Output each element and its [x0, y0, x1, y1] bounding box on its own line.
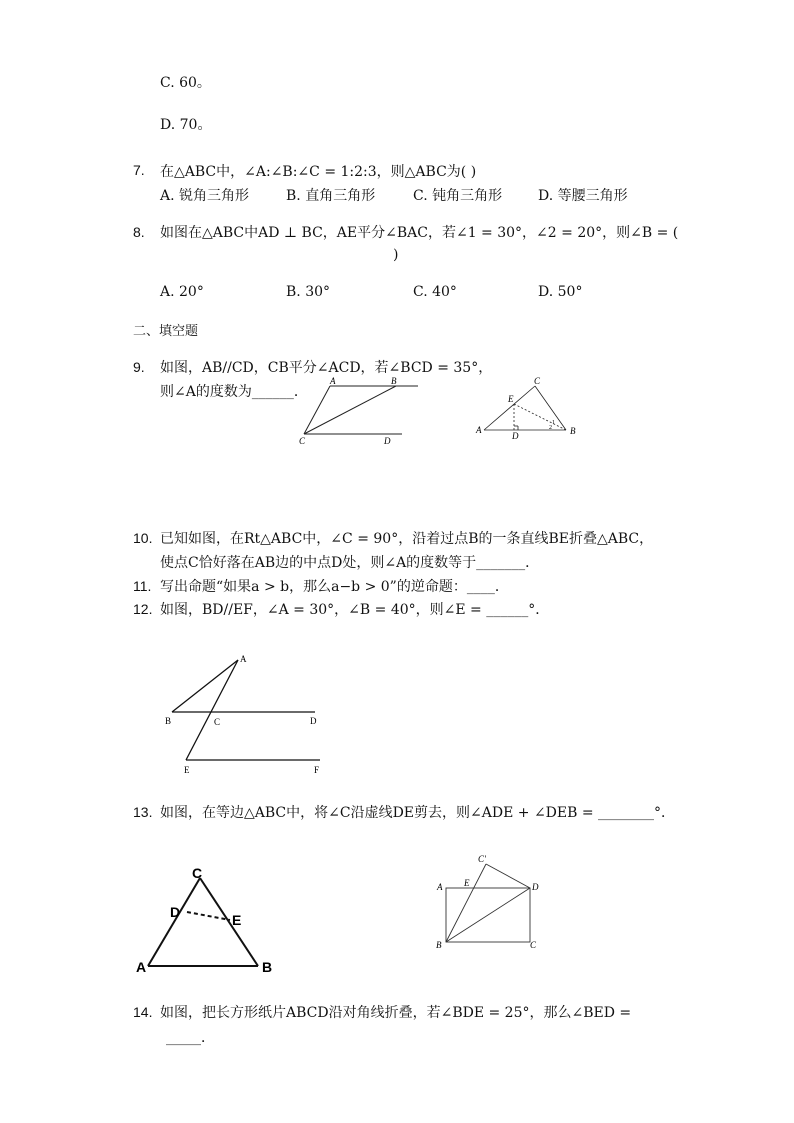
q8-number: 8. [133, 224, 145, 240]
q8-fig-label-a: A [476, 425, 482, 435]
q6-option-d: D. 70。 [160, 117, 212, 133]
q14-number: 14. [133, 1004, 153, 1020]
q8-option-a: A. 20° [160, 284, 204, 300]
q8-fig-label-d: D [512, 431, 519, 441]
q13-label-a: A [136, 959, 147, 975]
q10-line1: 已知如图，在Rt△ABC中，∠C = 90°，沿着过点B的一条直线BE折叠△ABC， [160, 531, 654, 547]
q7-option-d: D. 等腰三角形 [538, 188, 628, 204]
q8-option-d: D. 50° [538, 284, 583, 300]
q11-line1: 写出命题“如果a > b，那么a−b > 0”的逆命题：____． [160, 579, 509, 595]
q9-line2: 则∠A的度数为______． [160, 384, 308, 400]
q6-option-c: C. 60。 [160, 75, 211, 91]
q7-option-b: B. 直角三角形 [286, 188, 376, 204]
q14-line1: 如图，把长方形纸片ABCD沿对角线折叠，若∠BDE = 25°，那么∠BED = [160, 1005, 632, 1021]
q14-line2: _____． [166, 1030, 215, 1046]
q9-label-a: A [330, 376, 336, 386]
q12-label-d: D [310, 716, 317, 726]
q9-figure [290, 372, 420, 447]
q14-label-b: B [436, 940, 442, 950]
q7-option-a: A. 锐角三角形 [160, 188, 250, 204]
q11-number: 11. [133, 578, 152, 594]
q8-figure [470, 374, 585, 442]
q13-label-e: E [232, 912, 242, 928]
q7-option-c: C. 钝角三角形 [413, 188, 503, 204]
q14-label-cprime: C' [478, 854, 486, 864]
q8-fig-label-e: E [508, 394, 514, 404]
q8-option-b: B. 30° [286, 284, 331, 300]
q10-number: 10. [133, 530, 153, 546]
q12-label-f: F [314, 765, 320, 775]
q8-stem-close: ) [393, 247, 399, 263]
q9-label-b: B [391, 376, 397, 386]
q12-label-e: E [184, 765, 190, 775]
q9-number: 9. [133, 359, 145, 375]
q13-line1: 如图，在等边△ABC中，将∠C沿虚线DE剪去，则∠ADE + ∠DEB = ________°． [160, 805, 676, 821]
q14-label-d: D [532, 882, 539, 892]
q7-stem: 在△ABC中，∠A:∠B:∠C = 1:2:3，则△ABC为( ) [160, 164, 477, 180]
q12-line1: 如图，BD//EF，∠A = 30°，∠B = 40°，则∠E = ______°． [160, 602, 550, 618]
q13-label-c: C [192, 865, 203, 881]
q12-label-c: C [214, 717, 221, 727]
q8-stem: 如图在△ABC中AD ⊥ BC，AE平分∠BAC，若∠1 = 30°，∠2 = 20°，则∠B = ( [160, 225, 679, 241]
q8-fig-label-2: 2 [549, 425, 552, 431]
q14-label-e: E [464, 878, 470, 888]
section-title: 二、填空题 [133, 324, 199, 339]
q8-fig-label-c: C [534, 376, 541, 386]
q13-label-b: B [262, 959, 273, 975]
q14-label-c: C [530, 940, 537, 950]
q13-figure [130, 862, 280, 978]
q12-number: 12. [133, 601, 153, 617]
q9-label-c: C [299, 436, 306, 446]
q12-label-b: B [165, 716, 172, 726]
q7-number: 7. [133, 162, 145, 178]
q12-label-a: A [240, 654, 247, 664]
q9-label-d: D [384, 436, 391, 446]
q8-option-c: C. 40° [413, 284, 457, 300]
q8-fig-label-1: 1 [552, 420, 555, 426]
q13-label-d: D [170, 904, 181, 920]
q10-line2: 使点C恰好落在AB边的中点D处，则∠A的度数等于_______． [160, 555, 540, 571]
q14-figure [430, 850, 550, 954]
q9-line1: 如图，AB//CD，CB平分∠ACD，若∠BCD = 35°， [160, 360, 493, 376]
q14-label-a: A [437, 882, 443, 892]
q13-number: 13. [133, 804, 153, 820]
q12-figure [160, 652, 330, 780]
q8-fig-label-b: B [570, 426, 576, 436]
